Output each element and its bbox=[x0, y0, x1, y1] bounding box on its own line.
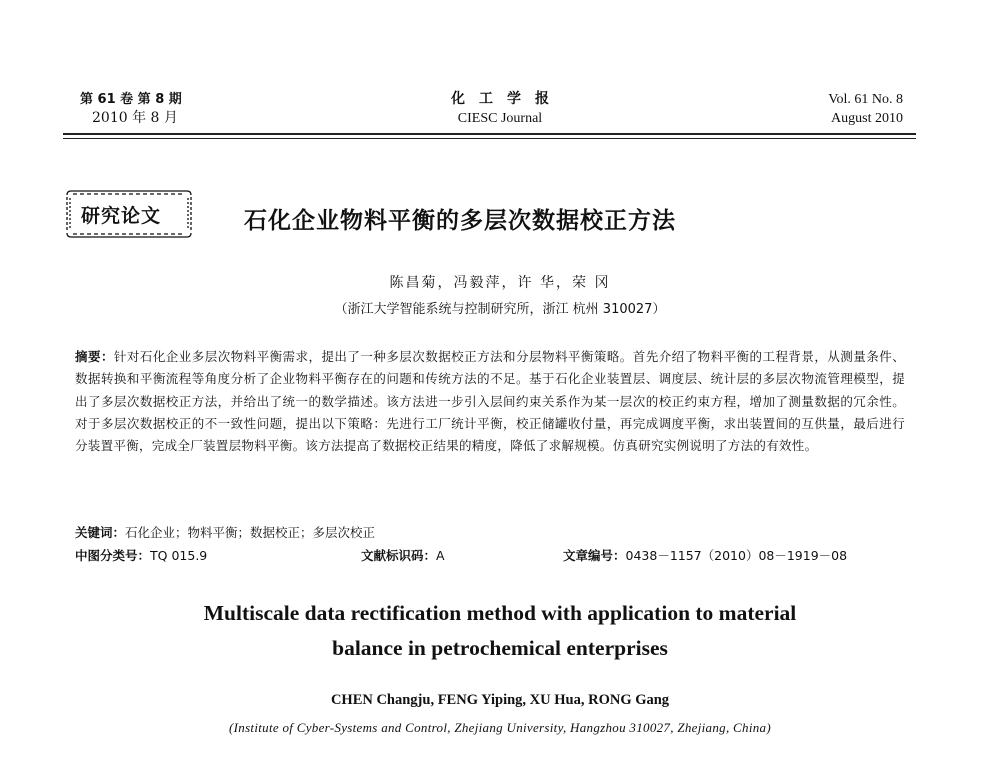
date-en: August 2010 bbox=[831, 111, 903, 126]
authors-en: CHEN Changju, FENG Yiping, XU Hua, RONG Gang bbox=[330, 692, 670, 708]
classification-number bbox=[75, 546, 207, 564]
authors-cn: 陈昌菊，冯毅萍，许 华，荣 冈 bbox=[389, 275, 611, 291]
abstract-label: 摘要： bbox=[75, 349, 114, 364]
document-code-value: A bbox=[436, 548, 445, 563]
classification-label: 中图分类号： bbox=[75, 548, 151, 563]
volume-issue-en: Vol. 61 No. 8 bbox=[828, 92, 903, 107]
article-number bbox=[563, 546, 847, 564]
title-en bbox=[0, 596, 1000, 666]
article-number-label: 文章编号： bbox=[563, 548, 626, 563]
affiliation-cn: （浙江大学智能系统与控制研究所，浙江 杭州 310027） bbox=[334, 302, 666, 317]
keywords-text: 石化企业；物料平衡；数据校正；多层次校正 bbox=[125, 525, 376, 540]
document-code-label: 文献标识码： bbox=[361, 548, 437, 563]
article-number-value: 0438－1157（2010）08－1919－08 bbox=[625, 548, 848, 563]
title-en-line1: Multiscale data rectification method with application to material bbox=[203, 601, 797, 625]
document-code bbox=[361, 546, 445, 564]
keywords-label: 关键词： bbox=[75, 525, 126, 540]
date-cn: 2010 年 8 月 bbox=[92, 110, 178, 126]
header-right bbox=[828, 90, 903, 128]
volume-issue-cn: 第 61 卷 第 8 期 bbox=[80, 92, 182, 107]
journal-name-cn: 化工学报 bbox=[451, 91, 563, 107]
title-en-line2: balance in petrochemical enterprises bbox=[332, 636, 668, 660]
keywords bbox=[75, 523, 375, 541]
column-badge bbox=[63, 189, 195, 239]
column-badge-label: 研究论文 bbox=[81, 205, 162, 227]
header-rule-thick bbox=[63, 133, 916, 135]
abstract bbox=[75, 346, 905, 457]
classification-value: TQ 015.9 bbox=[150, 548, 208, 563]
affiliation-en: (Institute of Cyber-Systems and Control, Zhejiang University, Hangzhou 310027, Zhejiang, China) bbox=[229, 720, 771, 735]
journal-name-en: CIESC Journal bbox=[457, 111, 543, 126]
title-cn: 石化企业物料平衡的多层次数据校正方法 bbox=[244, 208, 676, 234]
abstract-text: 针对石化企业多层次物料平衡需求，提出了一种多层次数据校正方法和分层物料平衡策略。首先介绍了物料平衡的工程背景，从测量条件、数据转换和平衡流程等角度分析了企业物料平衡存在的问题和传统方法的不足。基于石化企业装置层、调度层、统计层的多层次物流管理模型，提出了多层次数据校正方法，并给出了统一的数学描述。该方法进一步引入层间约束关系作为某一层次的校正约束方程，增加了测量数据的冗余性。对于多层次数据校正的不一致性问题，提出以下策略：先进行工厂统计平衡，校正储罐收付量，再完成调度平衡，求出装置间的互供量，最后进行分装置平衡，完成全厂装置层物料平衡。该方法提高了数据校正结果的精度，降低了求解规模。仿真研究实例说明了方法的有效性。 bbox=[75, 349, 905, 454]
header-rule-thin bbox=[63, 138, 916, 139]
